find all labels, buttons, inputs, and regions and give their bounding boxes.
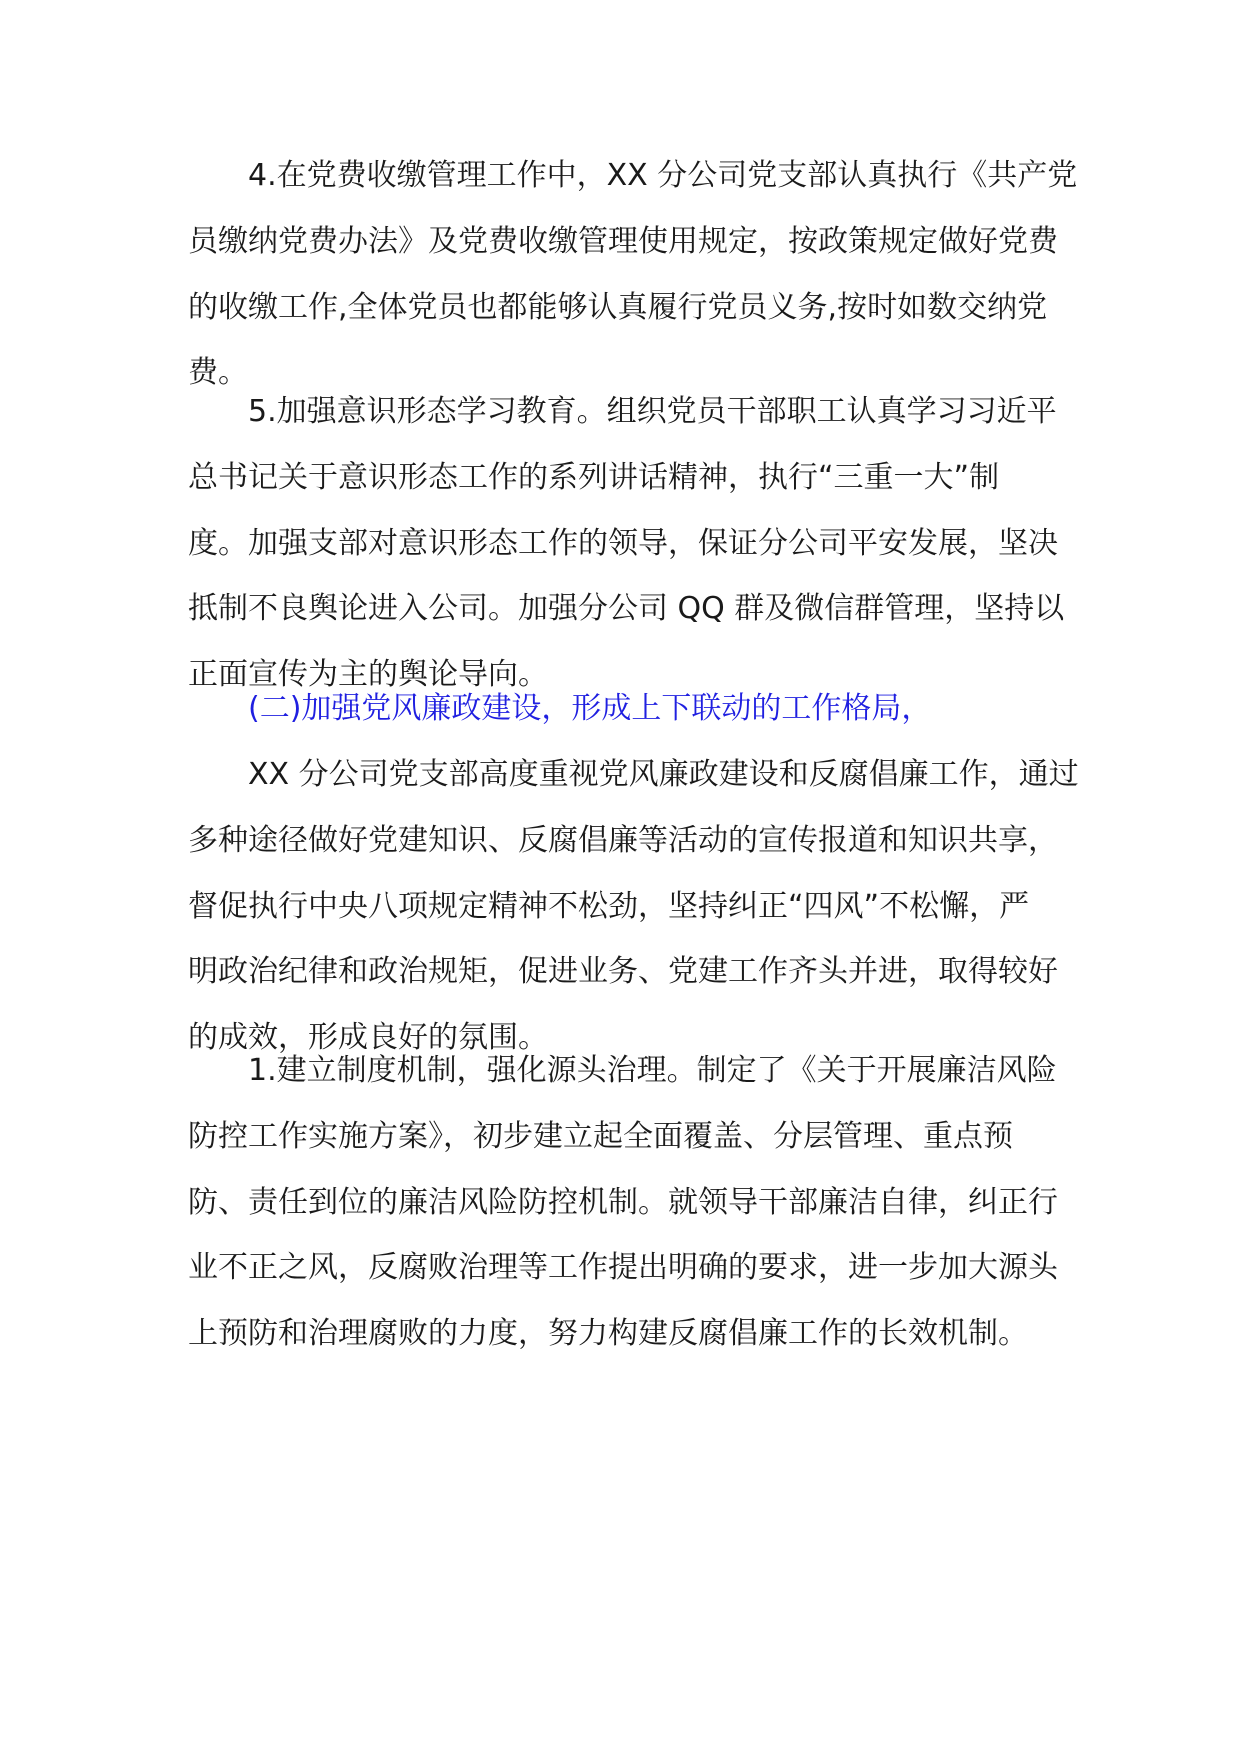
text-line: 业不正之风，反腐败治理等工作提出明确的要求，进一步加大源头 xyxy=(188,1250,1058,1286)
paragraph-ideology-education xyxy=(188,379,1065,708)
section-heading xyxy=(188,676,1056,742)
text-line: 防控工作实施方案》，初步建立起全面覆盖、分层管理、重点预 xyxy=(188,1118,1013,1154)
text-line: 的收缴工作,全体党员也都能够认真履行党员义务,按时如数交纳党 xyxy=(188,289,1048,325)
text-line: 防、责任到位的廉洁风险防控机制。就领导干部廉洁自律，纠正行 xyxy=(188,1184,1058,1220)
paragraph-integrity-overview xyxy=(188,742,1079,1071)
text-line: 明政治纪律和政治规矩，促进业务、党建工作齐头并进，取得较好 xyxy=(188,954,1058,990)
text-line: 员缴纳党费办法》及党费收缴管理使用规定，按政策规定做好党费 xyxy=(188,223,1058,259)
text-line: 的成效，形成良好的氛围。 xyxy=(188,1020,548,1056)
text-line: 度。加强支部对意识形态工作的领导，保证分公司平安发展，坚决 xyxy=(188,525,1058,561)
text-line: 费。 xyxy=(188,355,248,391)
text-line: XX 分公司党支部高度重视党风廉政建设和反腐倡廉工作，通过 xyxy=(188,757,1079,792)
text-line: 1.建立制度机制，强化源头治理。制定了《关于开展廉洁风险 xyxy=(188,1053,1057,1088)
text-line: 多种途径做好党建知识、反腐倡廉等活动的宣传报道和知识共享， xyxy=(188,822,1058,858)
paragraph-institution-mechanism xyxy=(188,1038,1056,1367)
text-line: 抵制不良舆论进入公司。加强分公司 QQ 群及微信群管理，坚持以 xyxy=(188,591,1065,627)
text-line: 督促执行中央八项规定精神不松劲，坚持纠正“四风”不松懈，严 xyxy=(188,888,1030,924)
paragraph-party-fee xyxy=(188,143,1078,406)
text-line: 4.在党费收缴管理工作中，XX 分公司党支部认真执行《共产党 xyxy=(188,158,1078,193)
text-line: 总书记关于意识形态工作的系列讲话精神，执行“三重一大”制 xyxy=(188,459,1000,495)
heading-line: (二)加强党风廉政建设，形成上下联动的工作格局， xyxy=(188,691,932,726)
text-line: 5.加强意识形态学习教育。组织党员干部职工认真学习习近平 xyxy=(188,394,1057,429)
text-line: 正面宣传为主的舆论导向。 xyxy=(188,657,548,693)
text-line: 上预防和治理腐败的力度，努力构建反腐倡廉工作的长效机制。 xyxy=(188,1316,1028,1352)
